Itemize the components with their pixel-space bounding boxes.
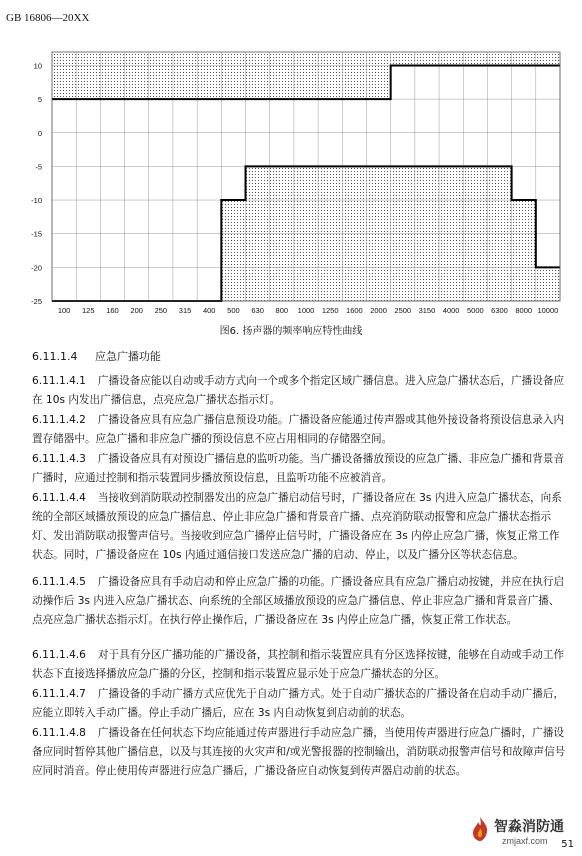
y-tick-label: -15	[31, 229, 42, 239]
paragraph	[32, 489, 567, 565]
logo-text: 智淼消防通	[494, 819, 564, 835]
x-tick-label: 8000	[515, 306, 533, 315]
standard-code: GB 16806—20XX	[6, 12, 90, 24]
para-text: 当接收到消防联动控制器发出的应急广播启动信号时，广播设备应在 3s 内进入应急广播状态，向系统的全部区域播放预设的应急广播信息、停止非应急广播和背景音广播、点亮消防联动报警和应急广播状态指示灯、发出消防联动报警声信号。当接收到应急广播停止信号时，广播设备应在 3s 内停止应急广播，恢复正常工作状态。同时，广播设备应在 10s 内通过通信接口发送应急广播的启动、停止，以及广播分区等状态信息。	[32, 492, 562, 561]
paragraph	[32, 573, 567, 630]
y-tick-label: -10	[31, 196, 42, 206]
para-text: 广播设备应能以自动或手动方式向一个或多个指定区域广播信息。进入应急广播状态后，广播设备应在 10s 内发出广播信息，点亮应急广播状态指示灯。	[32, 375, 565, 406]
para-text: 对于具有分区广播功能的广播设备，其控制和指示装置应具有分区选择按键，能够在自动或手动工作状态下直接选择播放应急广播的分区，控制和指示装置应显示处于应急广播状态的分区。	[32, 649, 565, 680]
x-tick-label: 1000	[297, 306, 315, 315]
para-number: 6.11.1.4.6	[32, 649, 86, 661]
paragraph	[32, 724, 567, 781]
x-tick-label: 315	[178, 306, 192, 315]
para-number: 6.11.1.4.7	[32, 688, 86, 700]
para-number: 6.11.1.4.8	[32, 727, 86, 739]
y-tick-label: -5	[35, 162, 42, 172]
para-number: 6.11.1.4.5	[32, 576, 86, 588]
logo-url: zmjaxf.com	[502, 836, 548, 846]
x-tick-label: 125	[82, 306, 95, 315]
section-title: 应急广播功能	[94, 350, 161, 363]
section-heading	[32, 348, 161, 364]
flame-logo-icon	[470, 816, 490, 842]
x-tick-label: 500	[227, 306, 240, 315]
paragraph	[32, 411, 567, 449]
chart-caption: 图6. 扬声器的频率响应特性曲线	[219, 326, 363, 337]
x-tick-label: 630	[251, 306, 264, 315]
paragraph	[32, 646, 567, 684]
para-number: 6.11.1.4.3	[32, 453, 86, 465]
y-tick-label: 0	[37, 128, 42, 138]
para-text: 广播设备应具有对预设广播信息的监听功能。当广播设备播放预设的应急广播、非应急广播和背景音广播时，应通过控制和指示装置同步播放预设信息，且监听功能不应被消音。	[32, 453, 565, 484]
x-tick-label: 250	[154, 306, 168, 315]
x-tick-label: 5000	[466, 306, 484, 315]
x-tick-label: 10000	[537, 306, 559, 315]
para-text: 广播设备应具有手动启动和停止应急广播的功能。广播设备应具有应急广播启动按键，并应在执行启动操作后 3s 内进入应急广播状态、向系统的全部区域播放预设的应急广播信息、停止非应急广播和背景音广播、点亮应急广播状态指示灯。在执行停止操作后，广播设备应在 3s 内停止应急广播，恢复正常工作状态。	[32, 576, 565, 626]
paragraph	[32, 450, 567, 488]
x-tick-label: 100	[57, 306, 71, 315]
x-tick-label: 200	[130, 306, 143, 315]
x-tick-label: 2000	[370, 306, 387, 315]
section-number: 6.11.1.4	[32, 350, 78, 363]
x-tick-label: 3150	[418, 306, 436, 315]
y-tick-label: -25	[31, 297, 42, 306]
para-number: 6.11.1.4.2	[32, 414, 86, 426]
x-tick-label: 6300	[491, 306, 508, 315]
x-tick-label: 1250	[321, 306, 339, 315]
x-tick-label: 1600	[346, 306, 363, 315]
para-number: 6.11.1.4.4	[32, 492, 86, 504]
para-text: 广播设备应具有应急广播信息预设功能。广播设备应能通过传声器或其他外接设备将预设信息录入内置存储器中。应急广播和非应急广播的预设信息不应占用相同的存储器空间。	[32, 414, 565, 445]
y-tick-label: 10	[33, 61, 42, 71]
y-tick-label: 5	[37, 95, 42, 105]
paragraph	[32, 372, 567, 410]
x-tick-label: 400	[202, 306, 216, 315]
x-tick-label: 2500	[394, 306, 412, 315]
x-tick-label: 160	[106, 306, 119, 315]
para-text: 广播设备在任何状态下均应能通过传声器进行手动应急广播，当使用传声器进行应急广播时，广播设备应同时暂停其他广播信息，以及与其连接的火灾声和/或光警报器的控制输出，消防联动报警声信号和故障声信号应同时消音。停止使用传声器进行应急广播后，广播设备应自动恢复到传声器启动前的状态。	[32, 727, 566, 777]
para-text: 广播设备的手动广播方式应优先于自动广播方式。处于自动广播状态的广播设备在启动手动广播后，应能立即转入手动广播。停止手动广播后，应在 3s 内自动恢复到启动前的状态。	[32, 688, 565, 719]
frequency-response-chart	[0, 48, 582, 320]
page-number: 51	[561, 839, 574, 850]
paragraph	[32, 685, 567, 723]
para-number: 6.11.1.4.1	[32, 375, 86, 387]
x-tick-label: 4000	[442, 306, 460, 315]
y-tick-label: -20	[31, 263, 42, 273]
x-tick-label: 800	[275, 306, 289, 315]
